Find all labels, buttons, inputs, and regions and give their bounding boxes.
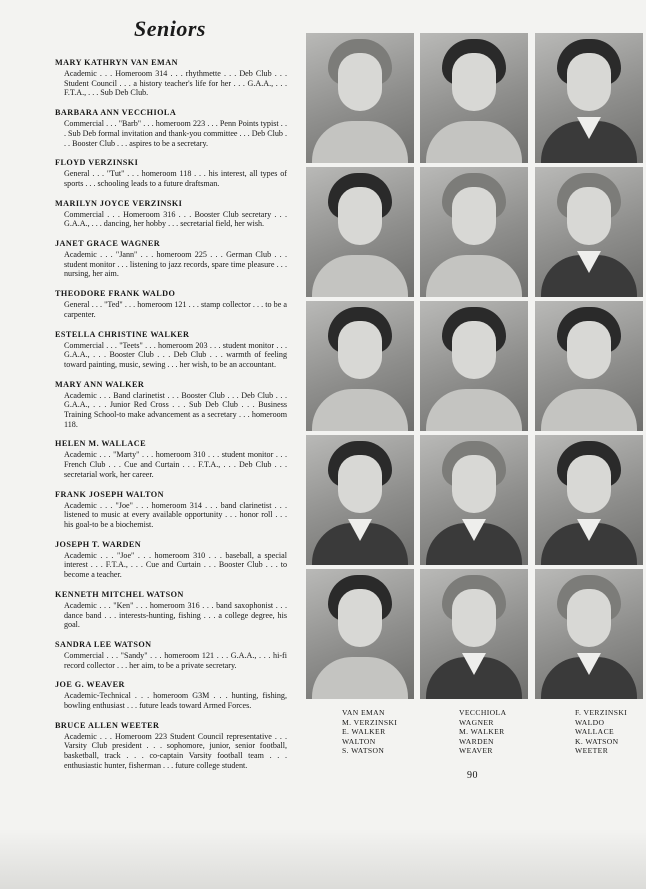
senior-name: JANET GRACE WAGNER xyxy=(55,239,161,249)
senior-bio: Commercial . . . Homeroom 316 . . . Booster Club secretary . . . G.A.A., . . . dancing, her hobby . . . secretarial field, her wish. xyxy=(64,209,287,229)
page-bottom-shadow xyxy=(0,829,646,889)
senior-entries xyxy=(55,57,287,780)
senior-name: ESTELLA CHRISTINE WALKER xyxy=(55,329,190,339)
senior-name: THEODORE FRANK WALDO xyxy=(55,289,176,299)
senior-portrait xyxy=(306,569,414,699)
senior-entry xyxy=(55,679,287,710)
senior-entry xyxy=(55,288,287,319)
senior-portrait xyxy=(306,167,414,297)
senior-portrait xyxy=(535,33,643,163)
portrait-clothing xyxy=(426,389,522,431)
senior-bio: Academic . . . Band clarinetist . . . Booster Club . . . Deb Club . . . G.A.A., . . . Junior Red Cross . . . Sub Deb Club . . . Business Training School-to make advancement as a secretary . . . homeroom 118. xyxy=(64,390,287,429)
caption-name: M. VERZINSKI xyxy=(342,717,398,727)
senior-portrait xyxy=(535,167,643,297)
senior-entry xyxy=(55,639,287,670)
senior-entry xyxy=(55,720,287,771)
senior-entry xyxy=(55,107,287,148)
senior-entry xyxy=(55,157,287,188)
senior-portrait xyxy=(420,33,528,163)
portrait-clothing xyxy=(541,389,637,431)
caption-name: K. WATSON xyxy=(575,736,619,746)
senior-bio: Academic . . . "Joe" . . . homeroom 310 . . . baseball, a special interest . . . F.T.A., . . . Cue and Curtain . . . Booster Club . . . to become a teacher. xyxy=(64,550,287,580)
senior-entry xyxy=(55,57,287,98)
senior-name: BARBARA ANN VECCHIOLA xyxy=(55,108,177,118)
portrait-clothing xyxy=(312,657,408,699)
portrait-clothing xyxy=(312,389,408,431)
senior-entry xyxy=(55,198,287,229)
senior-name: FRANK JOSEPH WALTON xyxy=(55,489,164,499)
senior-portrait xyxy=(535,435,643,565)
portrait-face xyxy=(338,589,382,647)
caption-name: F. VERZINSKI xyxy=(575,708,628,717)
portrait-clothing xyxy=(312,255,408,297)
caption-name: WEAVER xyxy=(459,746,493,756)
caption-name: WARDEN xyxy=(459,736,494,746)
senior-bio: Commercial . . . "Barb" . . . homeroom 223 . . . Penn Points typist . . . Sub Deb formal invitation and thank-you committee . . . Deb Club . . . Booster Club . . . aspires to be a secretary. xyxy=(64,119,287,148)
portrait-face xyxy=(338,53,382,111)
caption-name: WAGNER xyxy=(459,717,494,727)
caption-name: E. WALKER xyxy=(342,727,386,737)
portrait-clothing xyxy=(426,121,522,163)
portrait-face xyxy=(452,455,496,513)
senior-entry xyxy=(55,539,287,580)
caption-name: VAN EMAN xyxy=(342,708,385,717)
caption-name: S. WATSON xyxy=(342,746,385,756)
portrait-face xyxy=(452,187,496,245)
senior-name: HELEN M. WALLACE xyxy=(55,439,146,449)
caption-name: VECCHIOLA xyxy=(459,708,507,717)
caption-column-3 xyxy=(575,708,627,756)
senior-name: SANDRA LEE WATSON xyxy=(55,639,152,649)
portrait-face xyxy=(452,53,496,111)
page-title: Seniors xyxy=(134,16,206,41)
senior-bio: General . . . "Ted" . . . homeroom 121 . . . stamp collector . . . to be a carpenter. xyxy=(64,300,287,319)
page-number: 90 xyxy=(467,770,478,781)
portrait-face xyxy=(567,187,611,245)
portrait-grid xyxy=(306,33,644,703)
senior-bio: General . . . "Tut" . . . homeroom 118 . . . his interest, all types of sports . . . schooling leads to a future draftsman. xyxy=(64,169,287,188)
senior-bio: Academic . . . "Joe" . . . homeroom 314 . . . band clarinetist . . . listened to music at every available opportunity . . . honor roll . . . his goal-to be a biochemist. xyxy=(64,500,287,529)
senior-portrait xyxy=(306,301,414,431)
portrait-face xyxy=(452,589,496,647)
senior-name: BRUCE ALLEN WEETER xyxy=(55,720,160,730)
portrait-clothing xyxy=(426,255,522,297)
senior-portrait xyxy=(420,569,528,699)
senior-name: KENNETH MITCHEL WATSON xyxy=(55,589,184,599)
caption-name: WEETER xyxy=(575,746,609,756)
senior-bio: Academic . . . "Ken" . . . homeroom 316 . . . band saxophonist . . . dance band . . . interests-hunting, fishing . . . a college degree, his goal. xyxy=(64,600,287,630)
portrait-face xyxy=(567,455,611,513)
senior-portrait xyxy=(420,435,528,565)
portrait-face xyxy=(338,321,382,379)
senior-portrait xyxy=(535,301,643,431)
senior-name: FLOYD VERZINSKI xyxy=(55,158,139,168)
senior-entry xyxy=(55,379,287,430)
senior-name: JOSEPH T. WARDEN xyxy=(55,539,142,549)
senior-entry xyxy=(55,329,287,370)
senior-name: JOE G. WEAVER xyxy=(55,680,125,690)
senior-portrait xyxy=(306,33,414,163)
portrait-face xyxy=(338,455,382,513)
portrait-face xyxy=(338,187,382,245)
senior-name: MARY ANN WALKER xyxy=(55,379,145,389)
senior-entry xyxy=(55,489,287,530)
portrait-clothing xyxy=(312,121,408,163)
senior-bio: Academic . . . Homeroom 314 . . . rhythmette . . . Deb Club . . . Student Council . . . a history teacher's life for her . . . G.A.A., . . . F.T.A., . . . Sub Deb Club. xyxy=(64,69,287,98)
senior-name: MARILYN JOYCE VERZINSKI xyxy=(55,198,183,208)
caption-name: M. WALKER xyxy=(459,727,505,737)
senior-name: MARY KATHRYN VAN EMAN xyxy=(55,58,178,67)
senior-bio: Academic-Technical . . . homeroom G3M . . . hunting, fishing, bowling enthusiast . . . future leads toward Armed Forces. xyxy=(64,691,287,711)
senior-portrait xyxy=(535,569,643,699)
caption-column-1 xyxy=(342,708,397,756)
senior-bio: Academic . . . "Jann" . . . homeroom 225 . . . German Club . . . student monitor . . . listening to jazz records, spare time pleasure . . . nursing, her aim. xyxy=(64,250,287,279)
senior-entry xyxy=(55,589,287,630)
caption-name: WALDO xyxy=(575,717,605,727)
senior-portrait xyxy=(420,167,528,297)
senior-entry xyxy=(55,438,287,479)
caption-name: WALLACE xyxy=(575,727,615,737)
portrait-face xyxy=(567,53,611,111)
portrait-face xyxy=(567,321,611,379)
senior-bio: Academic . . . Homeroom 223 Student Council representative . . . Varsity Club president . . . sophomore, junior, senior football, basketball, track . . . co-captain Varsity football team . . . enthusiastic hunter, fisherman . . . future college student. xyxy=(64,731,287,770)
senior-bio: Academic . . . "Marty" . . . homeroom 310 . . . student monitor . . . French Club . . . Cue and Curtain . . . F.T.A., . . . Deb Club . . . secretarial work, her career. xyxy=(64,450,287,479)
caption-name: WALTON xyxy=(342,736,376,746)
senior-bio: Commercial . . . "Sandy" . . . homeroom 121 . . . G.A.A., . . . hi-fi record collector . . . her aim, to be a private secretary. xyxy=(64,650,287,670)
portrait-face xyxy=(452,321,496,379)
senior-portrait xyxy=(306,435,414,565)
portrait-face xyxy=(567,589,611,647)
senior-portrait xyxy=(420,301,528,431)
senior-bio: Commercial . . . "Teets" . . . homeroom 203 . . . student monitor . . . G.A.A., . . . Booster Club . . . Deb Club . . . warmth of feeling toward painting, music, sewing . . . her wish, to be an accountant. xyxy=(64,340,287,369)
caption-column-2 xyxy=(459,708,506,756)
senior-entry xyxy=(55,238,287,279)
